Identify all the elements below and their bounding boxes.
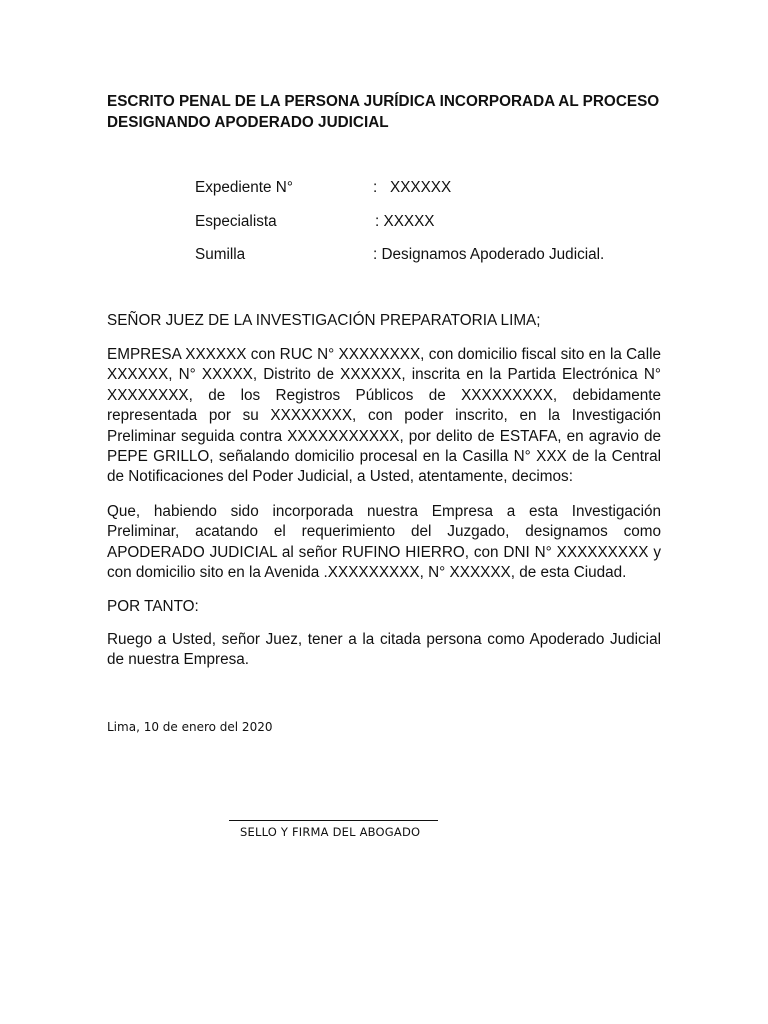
expediente-label: Expediente N° [195, 179, 293, 196]
especialista-value: : XXXXX [375, 213, 435, 230]
body-paragraph-request: Ruego a Usted, señor Juez, tener a la citada persona como Apoderado Judicial de nuestra Empresa. [107, 631, 661, 669]
sumilla-label: Sumilla [195, 246, 246, 263]
signature-label: SELLO Y FIRMA DEL ABOGADO [240, 825, 421, 839]
document-title: ESCRITO PENAL DE LA PERSONA JURÍDICA INCORPORADA AL PROCESO DESIGNANDO APODERADO JUDICIAL [107, 93, 660, 131]
body-paragraph-designation: Que, habiendo sido incorporada nuestra Empresa a esta Investigación Preliminar, acatando el requerimiento del Juzgado, designamos como APODERADO JUDICIAL al señor RUFINO HIERRO, con DNI N° XXXXXXXXX y con domicilio sito en la Avenida .XXXXXXXXX, N° XXXXXX, de esta Ciudad. [107, 503, 661, 582]
especialista-label: Especialista [195, 213, 277, 230]
salutation: SEÑOR JUEZ DE LA INVESTIGACIÓN PREPARATORIA LIMA; [107, 312, 541, 329]
expediente-value: : XXXXXX [373, 179, 452, 196]
sumilla-row [195, 245, 635, 265]
date-line: Lima, 10 de enero del 2020 [107, 720, 273, 734]
por-tanto-heading: POR TANTO: [107, 598, 199, 615]
body-paragraph-intro: EMPRESA XXXXXX con RUC N° XXXXXXXX, con domicilio fiscal sito en la Calle XXXXXX, N° XXXXX, Distrito de XXXXXX, inscrita en la Partida Electrónica N° XXXXXXXX, de los Registros Públicos de XXXXXXXXX, debidamente representada por su XXXXXXXX, con poder inscrito, en la Investigación Preliminar seguida contra XXXXXXXXXXX, por delito de ESTAFA, en agravio de PEPE GRILLO, señalando domicilio procesal en la Casilla N° XXX de la Central de Notificaciones del Poder Judicial, a Usted, atentamente, decimos: [107, 346, 661, 486]
signature-line [229, 820, 438, 821]
sumilla-value: : Designamos Apoderado Judicial. [373, 246, 605, 263]
especialista-row [195, 212, 635, 232]
expediente-row [195, 178, 635, 198]
